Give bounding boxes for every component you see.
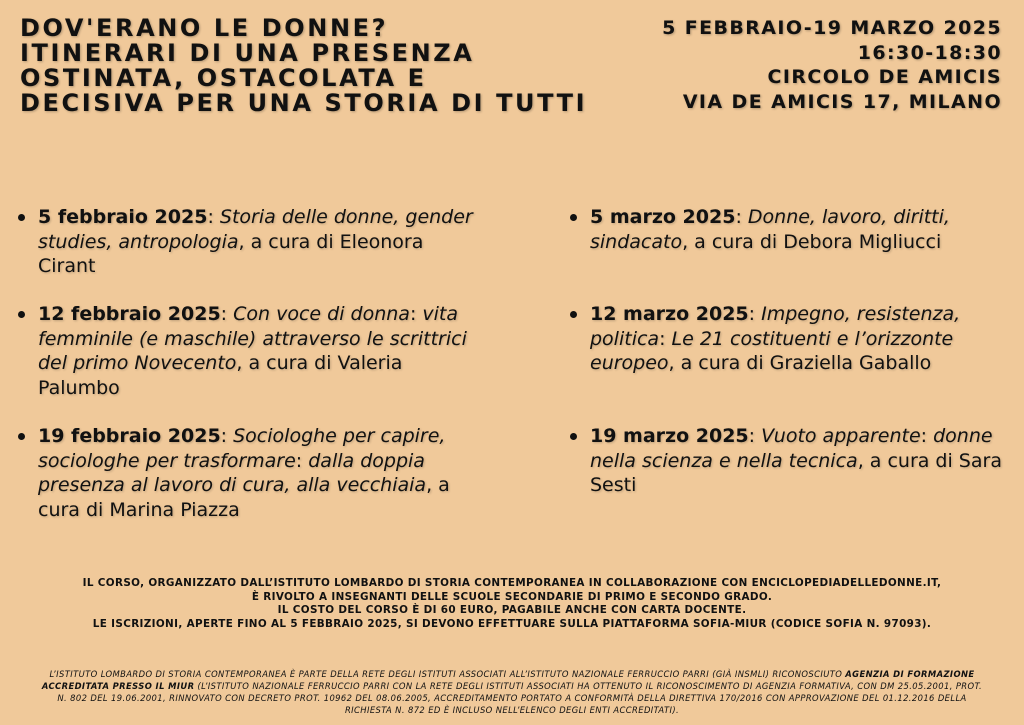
course-line: IL CORSO, ORGANIZZATO DALL’ISTITUTO LOMBARDO DI STORIA CONTEMPORANEA IN COLLABORAZIONE CON ENCICLOPEDIADELLEDONNE.IT,	[82, 577, 942, 589]
course-line: IL COSTO DEL CORSO È DI 60 EURO, PAGABILE ANCHE CON CARTA DOCENTE.	[277, 604, 747, 616]
event-item	[566, 205, 1006, 302]
event-subject: Vuoto apparente	[761, 425, 921, 447]
bullet-icon	[570, 311, 577, 318]
event-subtitle: dalla doppia presenza al lavoro di cura, alla vecchiaia	[38, 449, 427, 496]
event-colon: :	[220, 425, 234, 447]
bullet-icon	[18, 214, 25, 221]
event-sep: :	[409, 303, 423, 325]
event-item	[566, 302, 1006, 424]
title-line: DOV'ERANO LE DONNE?	[20, 14, 389, 42]
event-item	[14, 302, 474, 424]
bullet-icon	[18, 433, 25, 440]
event-colon: :	[207, 206, 220, 228]
event-rest: , a cura di Graziella Gaballo	[668, 352, 932, 374]
page-title	[20, 16, 600, 116]
event-subtitle: Le 21 costituenti e l’orizzonte europeo	[590, 327, 954, 374]
title-line: ITINERARI DI UNA PRESENZA	[20, 39, 475, 67]
info-address: VIA DE AMICIS 17, MILANO	[682, 90, 1002, 113]
info-time: 16:30-18:30	[857, 41, 1002, 64]
accreditation-text: L’ISTITUTO LOMBARDO DI STORIA CONTEMPORANEA È PARTE DELLA RETE DEGLI ISTITUTI ASSOCIATI ALL’ISTITUTO NAZIONALE FERRUCCIO PARRI (GIÀ INSMLI) RICONOSCIUTO	[49, 669, 846, 679]
event-info	[662, 16, 1002, 114]
event-item	[566, 424, 1006, 498]
bullet-icon	[570, 433, 577, 440]
event-sep: :	[295, 449, 309, 472]
event-sep: :	[920, 425, 934, 447]
event-colon: :	[220, 303, 234, 325]
title-line: DECISIVA PER UNA STORIA DI TUTTI	[20, 89, 588, 117]
event-subject: Sociologhe per capire, sociologhe per trasformare	[38, 425, 446, 472]
event-item	[14, 424, 474, 522]
course-line: LE ISCRIZIONI, APERTE FINO AL 5 FEBBRAIO 2025, SI DEVONO EFFETTUARE SULLA PIATTAFORMA SOFIA-MIUR (CODICE SOFIA N. 97093).	[92, 617, 932, 630]
event-rest: , a cura di Valeria Palumbo	[38, 352, 403, 399]
event-subtitle: donne nella scienza e nella tecnica	[590, 425, 993, 472]
event-subtitle: vita femminile (e maschile) attraverso le scrittrici del primo Novecento	[38, 303, 467, 374]
event-date: 12 marzo 2025	[590, 303, 749, 325]
event-subject: Impegno, resistenza, politica	[590, 303, 961, 350]
bullet-icon	[570, 214, 577, 221]
event-date: 19 marzo 2025	[590, 425, 749, 447]
event-rest: , a cura di Sara Sesti	[590, 449, 1002, 496]
bullet-icon	[18, 311, 25, 318]
title-line: OSTINATA, OSTACOLATA E	[20, 64, 427, 92]
event-rest: , a cura di Marina Piazza	[38, 474, 450, 521]
course-line: È RIVOLTO A INSEGNANTI DELLE SCUOLE SECONDARIE DI PRIMO E SECONDO GRADO.	[251, 590, 773, 603]
schedule-right	[566, 205, 1006, 498]
accreditation-note	[40, 668, 984, 716]
accreditation-highlight: AGENZIA DI FORMAZIONE ACCREDITATA PRESSO IL MIUR	[41, 669, 975, 691]
event-colon: :	[735, 206, 748, 228]
accreditation-details: (L’ISTITUTO NAZIONALE FERRUCCIO PARRI CON LA RETE DEGLI ISTITUTI ASSOCIATI HA OTTENUTO IL RICONOSCIMENTO DI AGENZIA FORMATIVA, CON DM 25.05.2001, PROT. N. 802 DEL 19.06.2001, RINNOVATO CON DECRETO PROT. 10962 DEL 08.06.2005, ACCREDITAMENTO PORTATO A CONFORMITÀ DELLA DIRETTIVA 170/2016 CON APPROVAZIONE DEL 01.12.2016 DELLA RICHIESTA N. 872 ED È INCLUSO NELL’ELENCO DEGLI ENTI ACCREDITATI).	[57, 681, 983, 715]
event-date: 12 febbraio 2025	[38, 303, 221, 325]
event-colon: :	[748, 425, 762, 447]
schedule-left	[14, 205, 474, 522]
course-info	[0, 577, 1024, 631]
info-dates: 5 FEBBRAIO-19 MARZO 2025	[662, 17, 1002, 39]
event-rest: , a cura di Debora Migliucci	[682, 230, 942, 253]
event-subject: Donne, lavoro, diritti, sindacato	[590, 206, 950, 253]
event-subject: Con voce di donna	[233, 303, 410, 325]
info-venue: CIRCOLO DE AMICIS	[767, 66, 1002, 88]
event-item	[14, 205, 474, 302]
event-rest: , a cura di Eleonora Cirant	[38, 230, 424, 277]
event-date: 5 febbraio 2025	[38, 206, 208, 228]
event-colon: :	[748, 303, 762, 325]
event-date: 19 febbraio 2025	[38, 425, 221, 447]
event-date: 5 marzo 2025	[590, 206, 736, 228]
event-sep: :	[659, 327, 672, 350]
event-subject: Storia delle donne, gender studies, antropologia	[38, 206, 473, 253]
